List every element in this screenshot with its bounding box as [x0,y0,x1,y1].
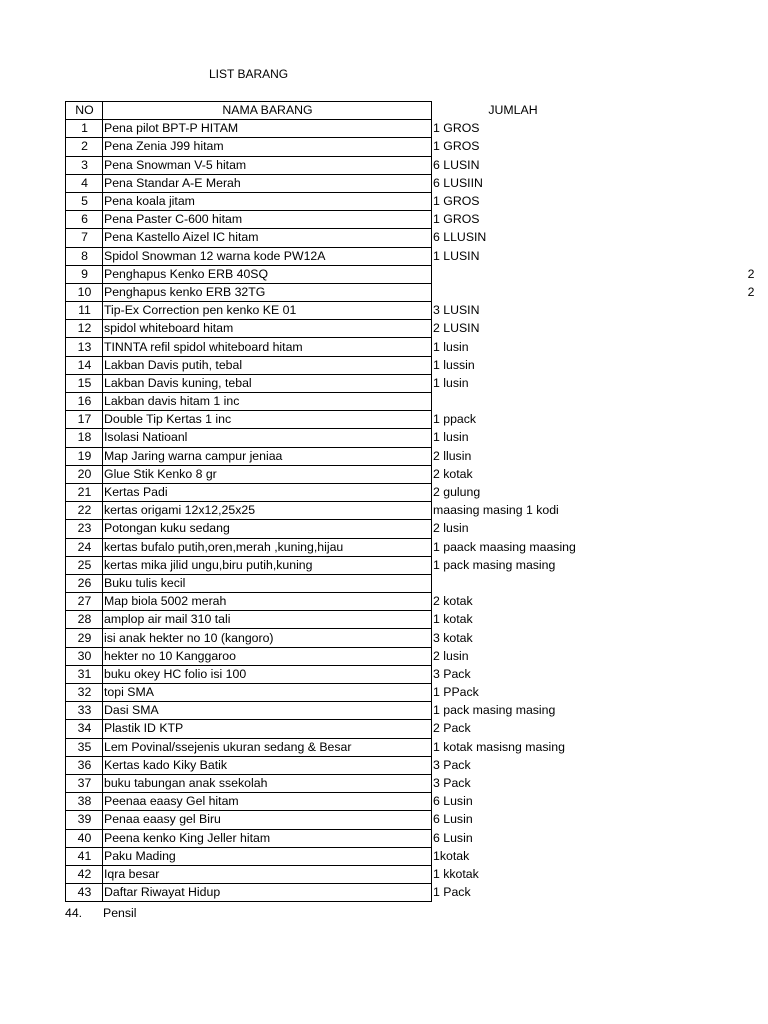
row-name: Dasi SMA [103,702,432,720]
row-number: 20 [66,465,103,483]
row-number: 30 [66,647,103,665]
table-row [66,702,755,720]
table-row [66,374,755,392]
row-extra [594,756,755,774]
row-qty: 2 lusin [433,648,469,663]
row-name: Map Jaring warna campur jeniaa [103,447,432,465]
row-qty: 1 kotak [433,612,473,627]
row-qty [432,283,594,301]
row-extra [594,593,755,611]
row-qty: 2 LUSIN [433,321,480,336]
table-row [66,447,755,465]
row-name: TINNTA refil spidol whiteboard hitam [103,338,432,356]
row-number: 37 [66,774,103,792]
row-name: Pena Kastello Aizel IC hitam [103,229,432,247]
row-name: Penghapus Kenko ERB 40SQ [103,265,432,283]
row-number: 25 [66,556,103,574]
row-extra [594,211,755,229]
row-name: Kertas kado Kiky Batik [103,756,432,774]
row-number: 9 [66,265,103,283]
row-number: 1 [66,120,103,138]
row-extra [594,847,755,865]
row-number: 36 [66,756,103,774]
row-qty: 2 kotak [433,466,473,481]
table-row [66,174,755,192]
row-extra [594,174,755,192]
row-extra [594,574,755,592]
table-row [66,847,755,865]
row-extra [594,774,755,792]
table-row [66,647,755,665]
table-row [66,211,755,229]
row-name: Double Tip Kertas 1 inc [103,411,432,429]
row-name: Peenaa eaasy Gel hitam [103,793,432,811]
table-row [66,738,755,756]
row-number: 32 [66,684,103,702]
table-row [66,356,755,374]
row-name: amplop air mail 310 tali [103,611,432,629]
table-row [66,520,755,538]
row-number: 4 [66,174,103,192]
table-row [66,393,755,411]
table-row [66,811,755,829]
row-extra [594,120,755,138]
item-table [65,101,755,902]
row-extra [594,338,755,356]
row-extra [594,502,755,520]
row-extra [594,465,755,483]
table-row [66,283,755,301]
row-number: 17 [66,411,103,429]
row-name: Penaa eaasy gel Biru [103,811,432,829]
row-extra [594,411,755,429]
row-name: Iqra besar [103,865,432,883]
row-extra [594,192,755,210]
row-qty: 1 GROS [433,212,480,227]
row-qty: 1 kkotak [433,866,479,881]
table-row [66,720,755,738]
row-number: 35 [66,738,103,756]
row-number: 42 [66,865,103,883]
row-qty: 6 Lusin [433,812,473,827]
header-name: NAMA BARANG [103,102,432,120]
row-extra [594,447,755,465]
table-row [66,411,755,429]
row-number: 22 [66,502,103,520]
row-extra [594,538,755,556]
row-name: spidol whiteboard hitam [103,320,432,338]
row-number: 33 [66,702,103,720]
row-extra [594,702,755,720]
row-qty: 1kotak [433,848,470,863]
table-row [66,574,755,592]
table-row [66,192,755,210]
row-number: 5 [66,192,103,210]
row-qty: 3 Pack [433,666,471,681]
table-row [66,483,755,501]
row-qty: 1 ppack [433,412,477,427]
row-qty: 3 kotak [433,630,473,645]
row-extra [594,356,755,374]
row-name: Kertas Padi [103,483,432,501]
row-number: 38 [66,793,103,811]
row-qty: maasing masing 1 kodi [433,503,559,518]
row-name: Daftar Riwayat Hidup [103,884,432,902]
row-extra: 2 [747,266,755,281]
row-name: Lem Povinal/ssejenis ukuran sedang & Besar [103,738,432,756]
row-qty: 1 lusin [433,339,469,354]
row-qty: 2 gulung [433,485,481,500]
row-number: 29 [66,629,103,647]
row-qty: 6 Lusin [433,830,473,845]
row-qty: 1 paack maasing maasing [433,539,576,554]
row-qty [432,265,594,283]
table-row [66,156,755,174]
row-number: 14 [66,356,103,374]
row-qty: 2 kotak [433,594,473,609]
row-number: 10 [66,283,103,301]
item-table-body [66,102,755,902]
row-qty: 3 Pack [433,776,471,791]
table-row [66,684,755,702]
row-extra [594,320,755,338]
row-name: Map biola 5002 merah [103,593,432,611]
table-row [66,429,755,447]
row-number: 11 [66,302,103,320]
table-row [66,611,755,629]
row-name: Paku Mading [103,847,432,865]
header-qty: JUMLAH [488,103,538,118]
row-number: 39 [66,811,103,829]
table-row [66,502,755,520]
row-name: buku tabungan anak ssekolah [103,774,432,792]
row-number: 2 [66,138,103,156]
row-qty [432,574,594,592]
row-name: Lakban davis hitam 1 inc [103,393,432,411]
table-row [66,338,755,356]
tail-item-number: 44. [65,906,83,920]
row-name: Pena Zenia J99 hitam [103,138,432,156]
row-name: kertas origami 12x12,25x25 [103,502,432,520]
row-name: kertas bufalo putih,oren,merah ,kuning,hijau [103,538,432,556]
row-number: 23 [66,520,103,538]
table-row [66,793,755,811]
row-name: Lakban Davis putih, tebal [103,356,432,374]
row-number: 12 [66,320,103,338]
row-name: Pena koala jitam [103,192,432,210]
row-number: 43 [66,884,103,902]
row-extra [594,629,755,647]
row-qty: 1 GROS [433,121,480,136]
row-name: Pena Snowman V-5 hitam [103,156,432,174]
table-row [66,865,755,883]
row-extra [594,665,755,683]
row-number: 40 [66,829,103,847]
row-number: 18 [66,429,103,447]
row-extra [594,884,755,902]
row-name: Pena pilot BPT-P HITAM [103,120,432,138]
row-number: 6 [66,211,103,229]
row-name: topi SMA [103,684,432,702]
row-name: Spidol Snowman 12 warna kode PW12A [103,247,432,265]
row-qty: 1 GROS [433,139,480,154]
row-qty: 1 lusin [433,430,469,445]
row-qty: 6 Lusin [433,794,473,809]
table-row [66,265,755,283]
row-name: Potongan kuku sedang [103,520,432,538]
table-row [66,593,755,611]
row-number: 34 [66,720,103,738]
row-extra [594,520,755,538]
row-number: 15 [66,374,103,392]
row-extra [594,811,755,829]
row-qty: 1 LUSIN [433,248,480,263]
row-name: Pena Paster C-600 hitam [103,211,432,229]
tail-item-name: Pensil [103,906,137,920]
row-extra [594,738,755,756]
row-qty: 1 kotak masisng masing [433,739,565,754]
table-row [66,229,755,247]
row-qty: 1 lussin [433,357,475,372]
row-name: Pena Standar A-E Merah [103,174,432,192]
row-qty: 1 pack masing masing [433,557,556,572]
row-name: Plastik ID KTP [103,720,432,738]
table-row [66,247,755,265]
table-row [66,556,755,574]
row-extra [594,647,755,665]
header-no: NO [66,102,103,120]
row-qty: 2 lusin [433,521,469,536]
row-extra [594,138,755,156]
row-number: 8 [66,247,103,265]
row-extra [594,429,755,447]
row-number: 19 [66,447,103,465]
row-number: 26 [66,574,103,592]
row-name: Penghapus kenko ERB 32TG [103,283,432,301]
row-name: isi anak hekter no 10 (kangoro) [103,629,432,647]
row-extra [594,865,755,883]
row-number: 27 [66,593,103,611]
row-extra [594,793,755,811]
row-extra [594,229,755,247]
row-qty: 1 PPack [433,685,479,700]
row-number: 41 [66,847,103,865]
row-number: 21 [66,483,103,501]
row-name: Lakban Davis kuning, tebal [103,374,432,392]
row-number: 13 [66,338,103,356]
row-qty: 1 lusin [433,375,469,390]
row-extra [594,611,755,629]
table-row [66,774,755,792]
row-qty: 2 llusin [433,448,472,463]
row-name: hekter no 10 Kanggaroo [103,647,432,665]
table-row [66,120,755,138]
row-qty: 1 GROS [433,194,480,209]
table-row [66,829,755,847]
table-row [66,538,755,556]
row-extra [594,374,755,392]
row-name: Buku tulis kecil [103,574,432,592]
row-extra [594,556,755,574]
row-name: Isolasi Natioanl [103,429,432,447]
table-row [66,465,755,483]
table-row [66,884,755,902]
table-row [66,629,755,647]
row-name: Tip-Ex Correction pen kenko KE 01 [103,302,432,320]
row-qty: 3 LUSIN [433,303,480,318]
table-row [66,320,755,338]
row-number: 3 [66,156,103,174]
row-name: Peena kenko King Jeller hitam [103,829,432,847]
table-row [66,665,755,683]
row-name: Glue Stik Kenko 8 gr [103,465,432,483]
row-extra [594,302,755,320]
table-header-row [66,102,755,120]
row-extra [594,393,755,411]
row-qty: 2 Pack [433,721,471,736]
row-qty: 3 Pack [433,757,471,772]
table-row [66,302,755,320]
row-name: buku okey HC folio isi 100 [103,665,432,683]
row-extra: 2 [747,284,755,299]
page-title: LIST BARANG [209,67,289,81]
row-number: 28 [66,611,103,629]
table-row [66,756,755,774]
row-extra [594,720,755,738]
row-qty: 6 LUSIN [433,157,480,172]
row-qty: 6 LUSIIN [433,175,483,190]
row-qty [432,393,594,411]
row-extra [594,829,755,847]
row-extra [594,483,755,501]
row-number: 16 [66,393,103,411]
row-extra [594,247,755,265]
row-number: 7 [66,229,103,247]
row-qty: 1 Pack [433,885,471,900]
row-number: 24 [66,538,103,556]
row-qty: 6 LLUSIN [433,230,487,245]
row-name: kertas mika jilid ungu,biru putih,kuning [103,556,432,574]
row-qty: 1 pack masing masing [433,703,556,718]
row-number: 31 [66,665,103,683]
row-extra [594,684,755,702]
table-row [66,138,755,156]
header-extra [594,102,755,120]
row-extra [594,156,755,174]
